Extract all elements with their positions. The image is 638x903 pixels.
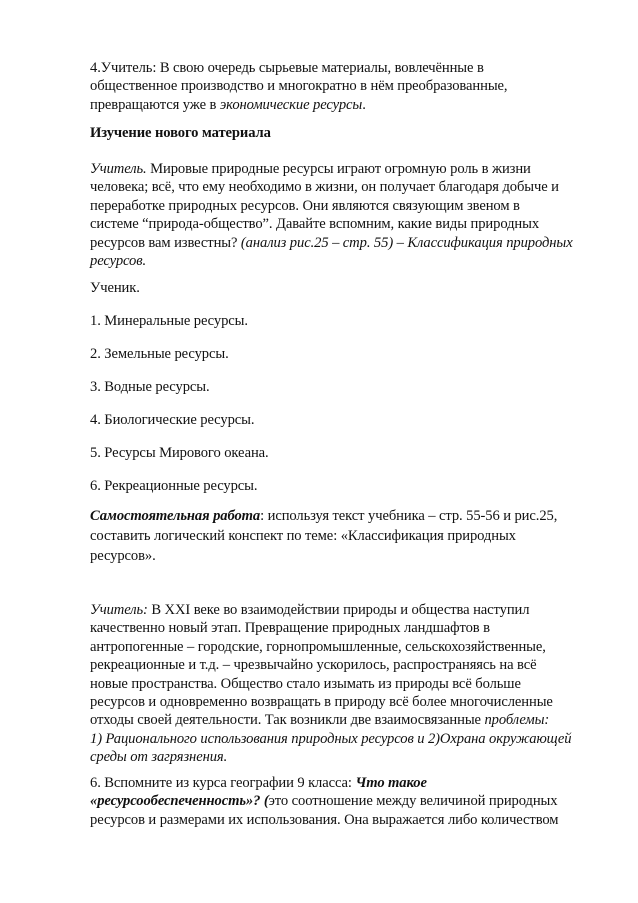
- text-line: [90, 711, 596, 729]
- text-line: ресурсов».: [90, 548, 156, 564]
- text-run: отходы своей деятельности. Так возникли две взаимосвязанные: [90, 712, 485, 729]
- resource-item: 5. Ресурсы Мирового океана.: [90, 445, 269, 461]
- text-line: 1) Рационального использования природных ресурсов и 2)Охрана окружающей: [90, 730, 572, 747]
- text-line: человека; всё, что ему необходимо в жизни, он получает благодаря добыче и: [90, 179, 559, 196]
- text-run: В XXI веке во взаимодействии природы и общества наступил: [147, 602, 530, 618]
- figure-reference: (анализ рис.25 – стр. 55) – Классификация природных: [240, 234, 573, 251]
- text-line: [90, 792, 596, 810]
- teacher-paragraph: [90, 160, 596, 270]
- text-line: переработке природных ресурсов. Они являются связующим звеном в: [90, 197, 520, 214]
- resource-item: 6. Рекреационные ресурсы.: [90, 478, 258, 494]
- teacher-label: Учитель:: [90, 602, 148, 618]
- text-line: [90, 160, 596, 178]
- question-term: «ресурсообеспеченность»? (: [90, 793, 269, 810]
- text-line: общественное производство и многократно в нём преобразованные,: [90, 78, 508, 95]
- text-line: среды от загрязнения.: [90, 749, 228, 766]
- text-run: 6. Вспомните из курса географии 9 класса:: [90, 775, 356, 791]
- text-line: составить логический конспект по теме: «Классификация природных: [90, 528, 516, 544]
- text-run: .: [362, 96, 366, 113]
- economic-resources-term: экономические ресурсы: [219, 96, 363, 113]
- text-line: ресурсов и размерами их использования. Она выражается либо количеством: [90, 811, 559, 828]
- text-line: [90, 601, 596, 619]
- problems-term: проблемы:: [484, 712, 550, 729]
- student-label: Ученик.: [90, 280, 140, 296]
- text-line: ресурсов и одновременно возвращать в природу всё более многочисленные: [90, 694, 553, 711]
- resource-item: 3. Водные ресурсы.: [90, 379, 210, 395]
- resource-item: 1. Минеральные ресурсы.: [90, 313, 248, 329]
- resource-item: 2. Земельные ресурсы.: [90, 346, 229, 362]
- xxi-century-paragraph: [90, 601, 596, 767]
- resource-item: 4. Биологические ресурсы.: [90, 412, 255, 428]
- text-run: превращаются уже в: [90, 96, 220, 113]
- text-line: ресурсов.: [90, 253, 147, 270]
- question-term: Что такое: [355, 775, 427, 791]
- text-run: : используя текст учебника – стр. 55-56 и рис.25,: [260, 508, 558, 524]
- section-heading: Изучение нового материала: [90, 125, 271, 141]
- text-line: 4.Учитель: В свою очередь сырьевые материалы, вовлечённые в: [90, 60, 484, 76]
- intro-paragraph: [90, 59, 596, 114]
- independent-work-label: Самостоятельная работа: [90, 508, 261, 524]
- text-line: [90, 506, 596, 526]
- text-run: Мировые природные ресурсы играют огромную роль в жизни: [146, 161, 531, 177]
- text-line: [90, 234, 596, 252]
- text-line: системе “природа-общество”. Давайте вспомним, какие виды природных: [90, 216, 540, 233]
- independent-work-paragraph: [90, 506, 596, 566]
- text-run: ресурсов вам известны?: [90, 234, 241, 251]
- text-line: [90, 774, 596, 792]
- text-line: новые пространства. Общество стало изымать из природы всё больше: [90, 675, 521, 692]
- text-line: рекреационные и т.д. – чрезвычайно ускорилось, распространяясь на всё: [90, 657, 537, 674]
- text-line: антропогенные – городские, горнопромышленные, сельскохозяйственные,: [90, 638, 546, 655]
- text-line: качественно новый этап. Превращение природных ландшафтов в: [90, 620, 490, 637]
- question-6-paragraph: [90, 774, 596, 829]
- text-run: это соотношение между величиной природных: [268, 793, 558, 810]
- teacher-label: Учитель.: [90, 161, 147, 177]
- text-line: [90, 96, 596, 114]
